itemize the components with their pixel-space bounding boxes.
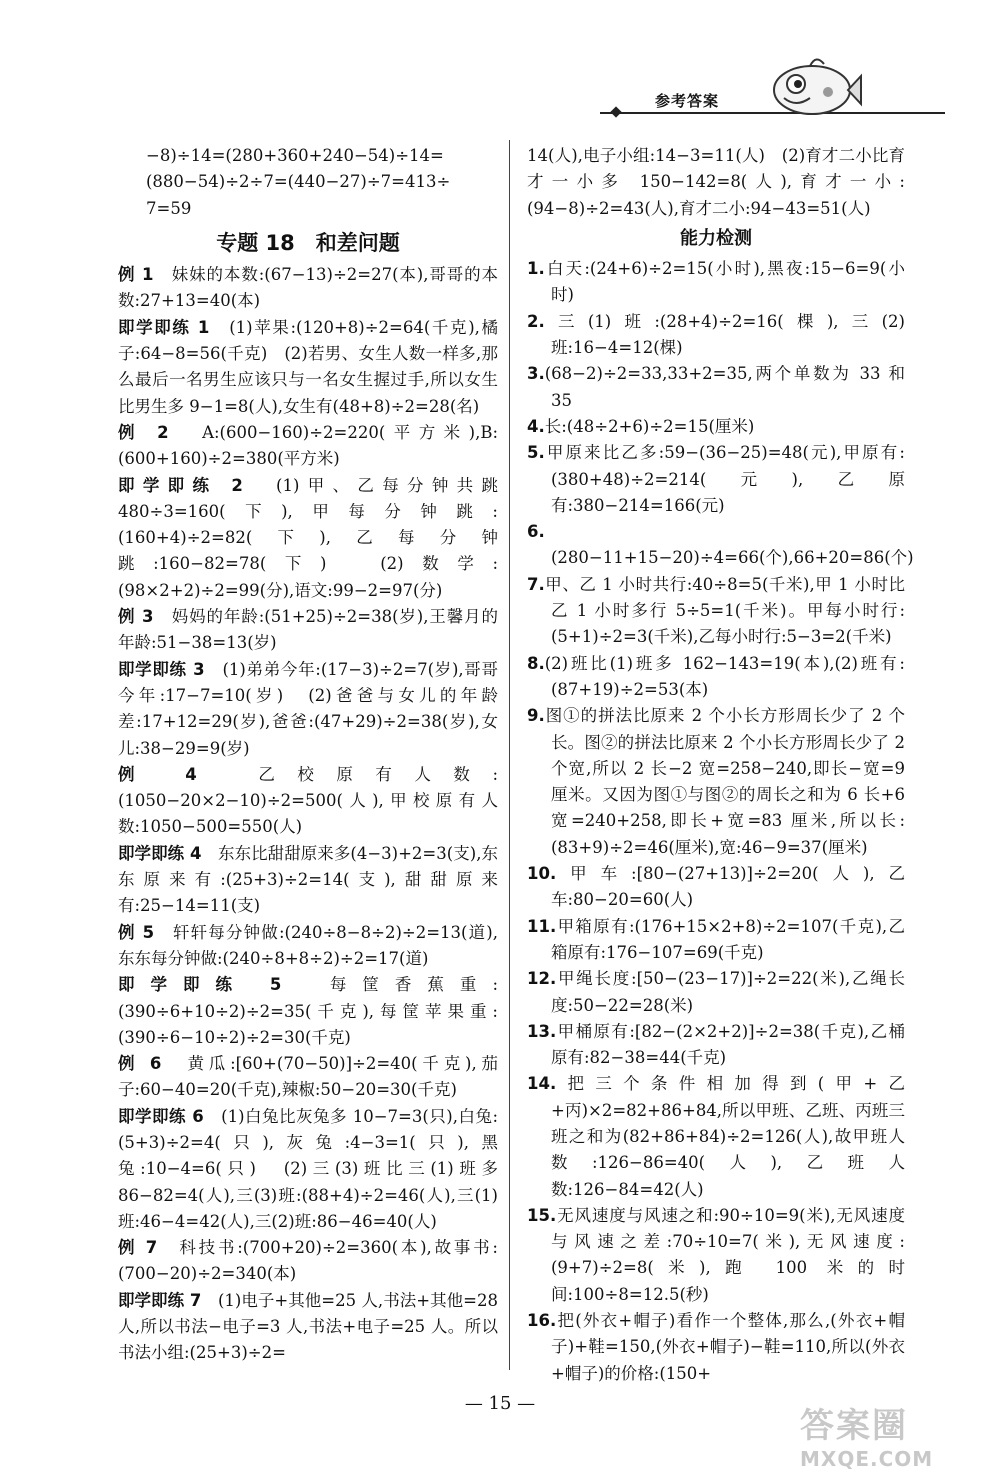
item-text: 把(外衣+帽子)看作一个整体,那么,(外衣+帽子)+鞋=150,(外衣+帽子)−鞋=110,所以(外衣+帽子)的价格:(150+ bbox=[551, 1311, 905, 1383]
answer-item bbox=[527, 651, 905, 704]
entry bbox=[118, 920, 498, 973]
entry bbox=[118, 972, 498, 1051]
entry bbox=[118, 420, 498, 473]
item-number: 1. bbox=[527, 259, 545, 279]
item-text: 甲箱原有:(176+15×2+8)÷2=107(千克),乙箱原有:176−107=69(千克) bbox=[551, 916, 905, 962]
entry-text: 妈妈的年龄:(51+25)÷2=38(岁),王馨月的年龄:51−38=13(岁) bbox=[118, 607, 499, 653]
item-text: 甲车:[80−(27+13)]÷2=20(人),乙车:80−20=60(人) bbox=[551, 864, 905, 910]
item-text: 白天:(24+6)÷2=15(小时),黑夜:15−6=9(小时) bbox=[544, 259, 905, 305]
entry-label: 例 3 bbox=[118, 607, 154, 627]
answer-item bbox=[527, 914, 905, 967]
entry bbox=[118, 262, 498, 315]
entry-label: 即学即练 7 bbox=[118, 1290, 202, 1310]
item-number: 3. bbox=[527, 364, 545, 384]
continued-line: −8)÷14=(280+360+240−54)÷14= bbox=[146, 146, 444, 165]
watermark-logo-text: 答案圈 bbox=[800, 1406, 908, 1446]
answer-item bbox=[527, 861, 905, 914]
answer-item bbox=[527, 1203, 905, 1308]
answer-item bbox=[527, 1071, 905, 1202]
item-number: 7. bbox=[527, 574, 545, 594]
entry-label: 即学即练 2 bbox=[118, 475, 243, 495]
entry-text: (1)苹果:(120+8)÷2=64(千克),橘子:64−8=56(千克) (2)若男、女生人数一样多,那么最后一名男生应该只与一名女生握过手,所以女生比男生多 9−1=8(人),女生有(48+8)÷2=28(名) bbox=[118, 317, 499, 416]
left-column bbox=[118, 143, 498, 1367]
entry-label: 例 7 bbox=[118, 1238, 158, 1258]
entry-label: 即学即练 1 bbox=[118, 317, 210, 337]
item-number: 14. bbox=[527, 1074, 557, 1094]
answer-item bbox=[527, 519, 914, 572]
item-number: 13. bbox=[527, 1021, 557, 1041]
entry-label: 例 5 bbox=[118, 922, 155, 942]
page-number: — 15 — bbox=[464, 1393, 536, 1414]
entry-label: 即学即练 4 bbox=[118, 843, 202, 863]
item-text: 甲绳长度:[50−(23−17)]÷2=22(米),乙绳长度:50−22=28(米) bbox=[551, 969, 905, 1015]
header-title: 参考答案 bbox=[655, 92, 720, 110]
item-number: 10. bbox=[527, 864, 557, 884]
continued-line: 7=59 bbox=[146, 198, 192, 218]
item-text: 图①的拼法比原来 2 个小长方形周长少了 2 个长。图②的拼法比原来 2 个小长方形周长少了 2 个宽,所以 2 长−2 宽=258−240,即长−宽=9 厘米。又因为图①与图②的周长之和为 6 长+6 宽=240+258,即长+宽=83 厘米,所以长:(83+9)÷2=46(厘米),宽:46−9=37(厘米) bbox=[544, 706, 905, 857]
entry-label: 即学即练 6 bbox=[118, 1106, 204, 1126]
entry bbox=[118, 657, 498, 762]
item-number: 6. bbox=[527, 522, 545, 542]
answer-item bbox=[527, 256, 905, 309]
item-number: 5. bbox=[527, 443, 545, 463]
entry-label: 例 1 bbox=[118, 265, 154, 285]
entry-text: 东东比甜甜原来多(4−3)+2=3(支),东东原来有:(25+3)÷2=14(支),甜甜原来有:25−14=11(支) bbox=[118, 843, 498, 916]
entry-text: (1)电子+其他=25 人,书法+其他=28 人,所以书法−电子=3 人,书法+电子=25 人。所以书法小组:(25+3)÷2= bbox=[118, 1290, 498, 1363]
column-divider bbox=[509, 140, 510, 1370]
item-text: 无风速度与风速之和:90÷10=9(米),无风速度与风速之差:70÷10=7(米),无风速度:(9+7)÷2=8(米),跑 100 米的时间:100÷8=12.5(秒) bbox=[551, 1205, 905, 1304]
entry-text: (1)甲、乙每分钟共跳 480÷3=160(下),甲每分钟跳:(160+4)÷2=82(下),乙每分钟跳:160−82=78(下) (2)数学:(98×2+2)÷2=99(分),语文:99−2=97(分) bbox=[118, 475, 498, 600]
entry bbox=[118, 604, 498, 657]
entry-text: 轩轩每分钟做:(240÷8−8÷2)÷2=13(道),东东每分钟做:(240÷8+8÷2)÷2=17(道) bbox=[118, 922, 498, 968]
entry bbox=[118, 1051, 498, 1104]
answer-item bbox=[527, 1019, 905, 1072]
answer-item bbox=[527, 572, 905, 651]
entry-text: 科技书:(700+20)÷2=360(本),故事书:(700−20)÷2=340(本) bbox=[118, 1238, 498, 1284]
item-text: 三(1)班:(28+4)÷2=16(棵),三(2)班:16−4=12(棵) bbox=[544, 311, 905, 358]
right-column bbox=[527, 143, 914, 1387]
entry-label: 例 4 bbox=[118, 764, 197, 784]
entry-text: A:(600−160)÷2=220(平方米),B:(600+160)÷2=380(平方米) bbox=[118, 422, 498, 469]
item-number: 8. bbox=[527, 653, 545, 673]
item-number: 12. bbox=[527, 969, 557, 989]
item-number: 4. bbox=[527, 416, 545, 436]
header-ornament bbox=[610, 106, 621, 117]
item-text: 甲桶原有:[82−(2×2+2)]÷2=38(千克),乙桶原有:82−38=44(千克) bbox=[551, 1021, 905, 1068]
entry bbox=[118, 841, 498, 920]
entry-text: (1)白兔比灰兔多 10−7=3(只),白兔:(5+3)÷2=4(只),灰兔:4−3=1(只),黑兔:10−4=6(只) (2)三(3)班比三(1)班多 86−82=4(人),三(3)班:(88+4)÷2=46(人),三(1)班:46−4=42(人),三(2)班:86−46=40(人) bbox=[118, 1106, 498, 1231]
entry bbox=[118, 1104, 498, 1235]
answer-item bbox=[527, 440, 905, 519]
answer-item bbox=[527, 309, 905, 362]
item-text: 长:(48÷2+6)÷2=15(厘米) bbox=[544, 416, 755, 436]
entry-text: 黄瓜:[60+(70−50)]÷2=40(千克),茄子:60−40=20(千克),辣椒:50−20=30(千克) bbox=[118, 1054, 498, 1100]
answer-item bbox=[527, 361, 905, 414]
entry-text: 每筐香蕉重:(390÷6+10÷2)÷2=35(千克),每筐苹果重:(390÷6−10÷2)÷2=30(千克) bbox=[118, 975, 499, 1047]
item-text: (280−11+15−20)÷4=66(个),66+20=86(个) bbox=[551, 548, 914, 568]
entry-text: 妹妹的本数:(67−13)÷2=27(本),哥哥的本数:27+13=40(本) bbox=[118, 265, 499, 311]
item-text: 甲、乙 1 小时共行:40÷8=5(千米),甲 1 小时比乙 1 小时多行 5÷5=1(千米)。甲每小时行:(5+1)÷2=3(千米),乙每小时行:5−3=2(千米) bbox=[544, 574, 905, 647]
entry-text: 乙校原有人数:(1050−20×2−10)÷2=500(人),甲校原有人数:1050−500=550(人) bbox=[118, 764, 499, 837]
fish-mascot-icon bbox=[762, 52, 862, 122]
item-number: 9. bbox=[527, 706, 545, 726]
entry-text: (1)弟弟今年:(17−3)÷2=7(岁),哥哥今年:17−7=10(岁) (2)爸爸与女儿的年龄差:17+12=29(岁),爸爸:(47+29)÷2=38(岁),女儿:38−29=9(岁) bbox=[118, 659, 498, 758]
entry-label: 即学即练 3 bbox=[118, 659, 205, 679]
continued-block: 14(人),电子小组:14−3=11(人) (2)育才二小比育才一小多 150−142=8(人),育才一小:(94−8)÷2=43(人),育才二小:94−43=51(人) bbox=[527, 146, 905, 218]
entry bbox=[118, 1235, 498, 1288]
entry bbox=[118, 315, 498, 420]
answer-item bbox=[527, 1308, 905, 1387]
entry bbox=[118, 762, 498, 841]
answer-item bbox=[527, 966, 905, 1019]
item-number: 15. bbox=[527, 1205, 557, 1225]
item-text: (2)班比(1)班多 162−143=19(本),(2)班有:(87+19)÷2=53(本) bbox=[544, 653, 905, 699]
watermark bbox=[800, 1398, 933, 1471]
item-text: 把三个条件相加得到(甲+乙+丙)×2=82+86+84,所以甲班、乙班、丙班三班之和为(82+86+84)÷2=126(人),故甲班人数:126−86=40(人),乙班人数:126−84=42(人) bbox=[551, 1074, 905, 1199]
entry-label: 例 2 bbox=[118, 422, 169, 442]
item-text: (68−2)÷2=33,33+2=35,两个单数为 33 和 35 bbox=[544, 364, 905, 410]
continued-line: (880−54)÷2÷7=(440−27)÷7=413÷ bbox=[146, 172, 451, 192]
entry-label: 即学即练 5 bbox=[118, 975, 282, 995]
item-text: 甲原来比乙多:59−(36−25)=48(元),甲原有:(380+48)÷2=214(元),乙原有:380−214=166(元) bbox=[544, 443, 905, 515]
entry bbox=[118, 473, 498, 604]
item-number: 16. bbox=[527, 1311, 557, 1331]
item-number: 11. bbox=[527, 916, 557, 936]
answer-item bbox=[527, 703, 905, 861]
answer-item bbox=[527, 414, 905, 440]
entry-label: 例 6 bbox=[118, 1054, 162, 1074]
watermark-url: MXQE.COM bbox=[800, 1447, 934, 1471]
continued-block bbox=[118, 143, 498, 222]
section-title: 能力检测 bbox=[680, 227, 752, 249]
section-title: 专题 18 和差问题 bbox=[216, 230, 400, 255]
entry bbox=[118, 1288, 498, 1367]
item-number: 2. bbox=[527, 311, 545, 331]
